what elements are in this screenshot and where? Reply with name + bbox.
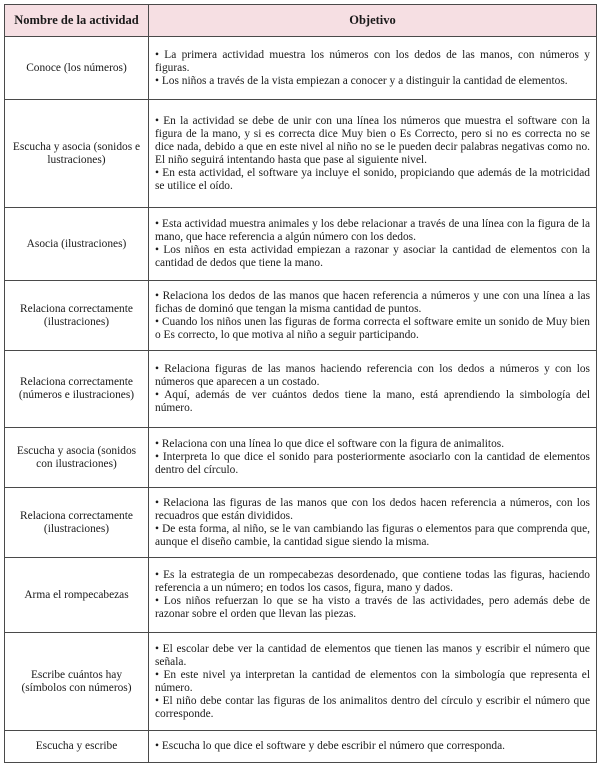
table-row [5, 731, 597, 763]
activity-name: Escribe cuántos hay (símbolos con números) [5, 633, 149, 731]
table-row [5, 488, 597, 558]
activity-name: Asocia (ilustraciones) [5, 208, 149, 281]
header-objective: Objetivo [149, 5, 597, 37]
activity-objective [149, 633, 597, 731]
activity-objective [149, 100, 597, 208]
activity-objective [149, 488, 597, 558]
objective-bullet: • En la actividad se debe de unir con una línea los números que muestra el software con la figura de la mano, y si es correcta dice Muy bien o Es Correcto, pero si no es correcta no se dice nada, debido a que en este nivel al niño no se le pueden decir palabras negativas como no. El niño seguirá intentando hasta que pase al siguiente nivel. [155, 114, 590, 166]
objective-bullet: • En esta actividad, el software ya incluye el sonido, propiciando que además de la motricidad se utilice el oído. [155, 166, 590, 192]
objective-bullet: • Relaciona figuras de las manos haciendo referencia con los dedos a números y con los números que aparecen a un costado. [155, 363, 590, 388]
objective-bullet: • Los niños refuerzan lo que se ha visto a través de las actividades, pero además debe de razonar sobre el orden que llevan las piezas. [155, 595, 590, 620]
objective-bullet: • Escucha lo que dice el software y debe escribir el número que corresponda. [155, 740, 505, 752]
table-row [5, 428, 597, 488]
activity-name: Escucha y asocia (sonidos e lustraciones) [5, 100, 149, 208]
activity-objective [149, 208, 597, 281]
objective-bullet: • Los niños a través de la vista empiezan a conocer y a distinguir la cantidad de elementos. [155, 74, 568, 87]
objective-bullet: • De esta forma, al niño, se le van cambiando las figuras o elementos para que comprenda que, aunque el diseño cambie, la cantidad sigue siendo la misma. [155, 522, 590, 548]
activity-name: Relaciona correctamente (ilustraciones) [5, 488, 149, 558]
activity-objective [149, 558, 597, 633]
objective-bullet: • Aquí, además de ver cuántos dedos tiene la mano, está aprendiendo la simbología del número. [155, 389, 590, 414]
objective-bullet: • En este nivel ya interpretan la cantidad de elementos con la simbología que representa el número. [155, 668, 590, 694]
activity-name: Relaciona correctamente (ilustraciones) [5, 281, 149, 351]
activity-objective [149, 428, 597, 488]
activity-name: Arma el rompecabezas [5, 558, 149, 633]
activity-name: Relaciona correctamente (números e ilustraciones) [5, 351, 149, 428]
activity-objective [149, 351, 597, 428]
objective-bullet: • El niño debe contar las figuras de los animalitos dentro del círculo y escribir el número que corresponde. [155, 694, 590, 720]
objective-bullet: • Relaciona los dedos de las manos que hacen referencia a números y une con una línea a las fichas de dominó que tengan la misma cantidad de puntos. [155, 289, 590, 315]
table-row [5, 633, 597, 731]
table-row [5, 281, 597, 351]
header-activity-name: Nombre de la actividad [5, 5, 149, 37]
activity-objective [149, 281, 597, 351]
activity-name: Escucha y escribe [5, 731, 149, 763]
activity-objective [149, 37, 597, 100]
objective-bullet: • Interpreta lo que dice el sonido para posteriormente asociarlo con la cantidad de elementos dentro del círculo. [155, 451, 590, 476]
table-row [5, 100, 597, 208]
objective-bullet: • Relaciona con una línea lo que dice el software con la figura de animalitos. [155, 438, 505, 450]
table-row [5, 351, 597, 428]
objective-bullet: • La primera actividad muestra los números con los dedos de las manos, con números y figuras. [155, 48, 590, 74]
objective-bullet: • Relaciona las figuras de las manos que con los dedos hacen referencia a números, con los recuadros que están divididos. [155, 496, 590, 522]
objective-bullet: • Los niños en esta actividad empiezan a razonar y asociar la cantidad de elementos con la cantidad de dedos que tiene la mano. [155, 244, 590, 269]
objective-bullet: • Cuando los niños unen las figuras de forma correcta el software emite un sonido de Muy bien o Es correcto, lo que motiva al niño a seguir participando. [155, 315, 590, 341]
header-row [5, 5, 597, 37]
activity-name: Escucha y asocia (sonidos con ilustraciones) [5, 428, 149, 488]
objective-bullet: • Es la estrategia de un rompecabezas desordenado, que contiene todas las figuras, haciendo referencia a un número; en todos los casos, figura, mano y dados. [155, 569, 590, 594]
objective-bullet: • Esta actividad muestra animales y los debe relacionar a través de una línea con la figura de la mano, que hace referencia a algún número con los dedos. [155, 218, 590, 243]
activity-name: Conoce (los números) [5, 37, 149, 100]
objective-bullet: • El escolar debe ver la cantidad de elementos que tienen las manos y escribir el número que señala. [155, 642, 590, 668]
table-row [5, 208, 597, 281]
activities-table [4, 4, 597, 763]
table-row [5, 558, 597, 633]
table-row [5, 37, 597, 100]
activity-objective [149, 731, 597, 763]
